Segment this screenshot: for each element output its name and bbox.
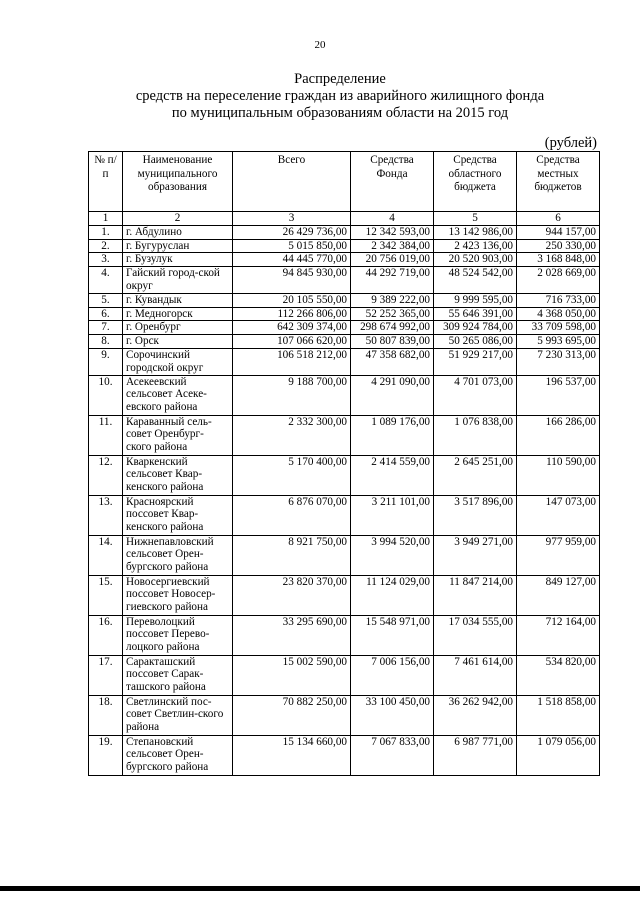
row-number: 16.	[89, 615, 123, 655]
regional-budget-amount: 51 929 217,00	[434, 348, 517, 375]
municipality-name: Переволоцкий поссовет Перево-лоцкого района	[123, 615, 233, 655]
local-budget-amount: 944 157,00	[517, 225, 600, 239]
row-number: 11.	[89, 415, 123, 455]
total-amount: 9 188 700,00	[233, 375, 351, 415]
table-row	[89, 495, 600, 535]
fund-amount: 2 342 384,00	[351, 239, 434, 253]
local-budget-amount: 3 168 848,00	[517, 253, 600, 267]
regional-budget-amount: 13 142 986,00	[434, 225, 517, 239]
regional-budget-amount: 9 999 595,00	[434, 293, 517, 307]
municipality-name: г. Кувандык	[123, 293, 233, 307]
table-row	[89, 735, 600, 775]
table-row	[89, 335, 600, 349]
regional-budget-amount: 2 423 136,00	[434, 239, 517, 253]
row-number: 5.	[89, 293, 123, 307]
regional-budget-amount: 3 949 271,00	[434, 535, 517, 575]
table-header-row	[89, 152, 600, 212]
fund-amount: 4 291 090,00	[351, 375, 434, 415]
regional-budget-amount: 36 262 942,00	[434, 695, 517, 735]
table-row	[89, 348, 600, 375]
regional-budget-amount: 3 517 896,00	[434, 495, 517, 535]
regional-budget-amount: 17 034 555,00	[434, 615, 517, 655]
header-municipality: Наименование муниципального образования	[123, 152, 233, 212]
municipality-name: Гайский город-ской округ	[123, 267, 233, 294]
regional-budget-amount: 4 701 073,00	[434, 375, 517, 415]
table-row	[89, 535, 600, 575]
municipality-name: г. Бугуруслан	[123, 239, 233, 253]
local-budget-amount: 534 820,00	[517, 655, 600, 695]
table-body	[89, 225, 600, 775]
local-budget-amount: 712 164,00	[517, 615, 600, 655]
regional-budget-amount: 7 461 614,00	[434, 655, 517, 695]
municipality-name: Саракташский поссовет Сарак-ташского района	[123, 655, 233, 695]
table-row	[89, 615, 600, 655]
regional-budget-amount: 6 987 771,00	[434, 735, 517, 775]
column-number: 4	[351, 212, 434, 226]
document-title: Распределение	[294, 71, 386, 87]
regional-budget-amount: 1 076 838,00	[434, 415, 517, 455]
table-row	[89, 695, 600, 735]
table-row	[89, 225, 600, 239]
total-amount: 5 170 400,00	[233, 455, 351, 495]
local-budget-amount: 110 590,00	[517, 455, 600, 495]
total-amount: 94 845 930,00	[233, 267, 351, 294]
row-number: 15.	[89, 575, 123, 615]
municipality-name: Новосергиевский поссовет Новосер-гиевского района	[123, 575, 233, 615]
table-row	[89, 415, 600, 455]
regional-budget-amount: 309 924 784,00	[434, 321, 517, 335]
total-amount: 5 015 850,00	[233, 239, 351, 253]
local-budget-amount: 7 230 313,00	[517, 348, 600, 375]
table-row	[89, 239, 600, 253]
fund-amount: 52 252 365,00	[351, 307, 434, 321]
fund-amount: 3 994 520,00	[351, 535, 434, 575]
fund-amount: 2 414 559,00	[351, 455, 434, 495]
total-amount: 20 105 550,00	[233, 293, 351, 307]
total-amount: 15 134 660,00	[233, 735, 351, 775]
municipality-name: Асекеевский сельсовет Асеке-евского района	[123, 375, 233, 415]
fund-amount: 15 548 971,00	[351, 615, 434, 655]
local-budget-amount: 849 127,00	[517, 575, 600, 615]
local-budget-amount: 716 733,00	[517, 293, 600, 307]
municipality-name: г. Орск	[123, 335, 233, 349]
total-amount: 44 445 770,00	[233, 253, 351, 267]
municipality-name: Степановский сельсовет Орен-бургского района	[123, 735, 233, 775]
column-number: 1	[89, 212, 123, 226]
table-row	[89, 575, 600, 615]
municipality-name: Красноярский поссовет Квар-кенского района	[123, 495, 233, 535]
table-row	[89, 293, 600, 307]
bottom-rule	[0, 886, 640, 891]
row-number: 18.	[89, 695, 123, 735]
column-number: 2	[123, 212, 233, 226]
header-regional-budget: Средства областного бюджета	[434, 152, 517, 212]
fund-amount: 11 124 029,00	[351, 575, 434, 615]
local-budget-amount: 1 079 056,00	[517, 735, 600, 775]
fund-amount: 47 358 682,00	[351, 348, 434, 375]
fund-amount: 7 006 156,00	[351, 655, 434, 695]
column-number: 6	[517, 212, 600, 226]
municipality-name: Караванный сель-совет Оренбург-ского района	[123, 415, 233, 455]
regional-budget-amount: 2 645 251,00	[434, 455, 517, 495]
total-amount: 106 518 212,00	[233, 348, 351, 375]
row-number: 2.	[89, 239, 123, 253]
total-amount: 15 002 590,00	[233, 655, 351, 695]
fund-amount: 9 389 222,00	[351, 293, 434, 307]
local-budget-amount: 2 028 669,00	[517, 267, 600, 294]
regional-budget-amount: 48 524 542,00	[434, 267, 517, 294]
local-budget-amount: 196 537,00	[517, 375, 600, 415]
row-number: 4.	[89, 267, 123, 294]
row-number: 13.	[89, 495, 123, 535]
fund-amount: 7 067 833,00	[351, 735, 434, 775]
total-amount: 8 921 750,00	[233, 535, 351, 575]
currency-units-label: (рублей)	[544, 135, 597, 151]
table-row	[89, 655, 600, 695]
municipality-name: Нижнепавловский сельсовет Орен-бургского района	[123, 535, 233, 575]
municipality-name: г. Абдулино	[123, 225, 233, 239]
total-amount: 23 820 370,00	[233, 575, 351, 615]
regional-budget-amount: 20 520 903,00	[434, 253, 517, 267]
table-row	[89, 321, 600, 335]
fund-amount: 3 211 101,00	[351, 495, 434, 535]
fund-amount: 20 756 019,00	[351, 253, 434, 267]
row-number: 17.	[89, 655, 123, 695]
local-budget-amount: 147 073,00	[517, 495, 600, 535]
fund-amount: 298 674 992,00	[351, 321, 434, 335]
total-amount: 2 332 300,00	[233, 415, 351, 455]
fund-amount: 1 089 176,00	[351, 415, 434, 455]
row-number: 9.	[89, 348, 123, 375]
row-number: 14.	[89, 535, 123, 575]
document-subtitle-line-2: по муниципальным образованиям области на 2015 год	[171, 105, 509, 121]
local-budget-amount: 166 286,00	[517, 415, 600, 455]
table-row	[89, 253, 600, 267]
row-number: 10.	[89, 375, 123, 415]
header-fund: Средства Фонда	[351, 152, 434, 212]
regional-budget-amount: 50 265 086,00	[434, 335, 517, 349]
header-number: № п/п	[89, 152, 123, 212]
total-amount: 26 429 736,00	[233, 225, 351, 239]
row-number: 12.	[89, 455, 123, 495]
header-local-budgets: Средства местных бюджетов	[517, 152, 600, 212]
total-amount: 112 266 806,00	[233, 307, 351, 321]
local-budget-amount: 33 709 598,00	[517, 321, 600, 335]
municipality-name: Сорочинский городской округ	[123, 348, 233, 375]
fund-amount: 12 342 593,00	[351, 225, 434, 239]
total-amount: 6 876 070,00	[233, 495, 351, 535]
column-number: 3	[233, 212, 351, 226]
municipality-name: Светлинский пос-совет Светлин-ского района	[123, 695, 233, 735]
local-budget-amount: 4 368 050,00	[517, 307, 600, 321]
total-amount: 70 882 250,00	[233, 695, 351, 735]
municipality-name: г. Медногорск	[123, 307, 233, 321]
table-row	[89, 455, 600, 495]
table-row	[89, 375, 600, 415]
document-subtitle-line-1: средств на переселение граждан из аварийного жилищного фонда	[135, 88, 545, 104]
total-amount: 107 066 620,00	[233, 335, 351, 349]
municipality-name: г. Бузулук	[123, 253, 233, 267]
row-number: 8.	[89, 335, 123, 349]
page-number: 20	[314, 39, 326, 51]
municipality-name: г. Оренбург	[123, 321, 233, 335]
total-amount: 33 295 690,00	[233, 615, 351, 655]
row-number: 1.	[89, 225, 123, 239]
local-budget-amount: 977 959,00	[517, 535, 600, 575]
column-number: 5	[434, 212, 517, 226]
table-row	[89, 307, 600, 321]
total-amount: 642 309 374,00	[233, 321, 351, 335]
municipality-name: Кваркенский сельсовет Квар-кенского района	[123, 455, 233, 495]
local-budget-amount: 5 993 695,00	[517, 335, 600, 349]
local-budget-amount: 250 330,00	[517, 239, 600, 253]
table-row	[89, 267, 600, 294]
row-number: 19.	[89, 735, 123, 775]
row-number: 3.	[89, 253, 123, 267]
fund-amount: 44 292 719,00	[351, 267, 434, 294]
row-number: 6.	[89, 307, 123, 321]
column-number-row	[89, 212, 600, 226]
fund-amount: 33 100 450,00	[351, 695, 434, 735]
allocation-table	[88, 151, 600, 776]
header-total: Всего	[233, 152, 351, 212]
local-budget-amount: 1 518 858,00	[517, 695, 600, 735]
regional-budget-amount: 55 646 391,00	[434, 307, 517, 321]
regional-budget-amount: 11 847 214,00	[434, 575, 517, 615]
fund-amount: 50 807 839,00	[351, 335, 434, 349]
row-number: 7.	[89, 321, 123, 335]
